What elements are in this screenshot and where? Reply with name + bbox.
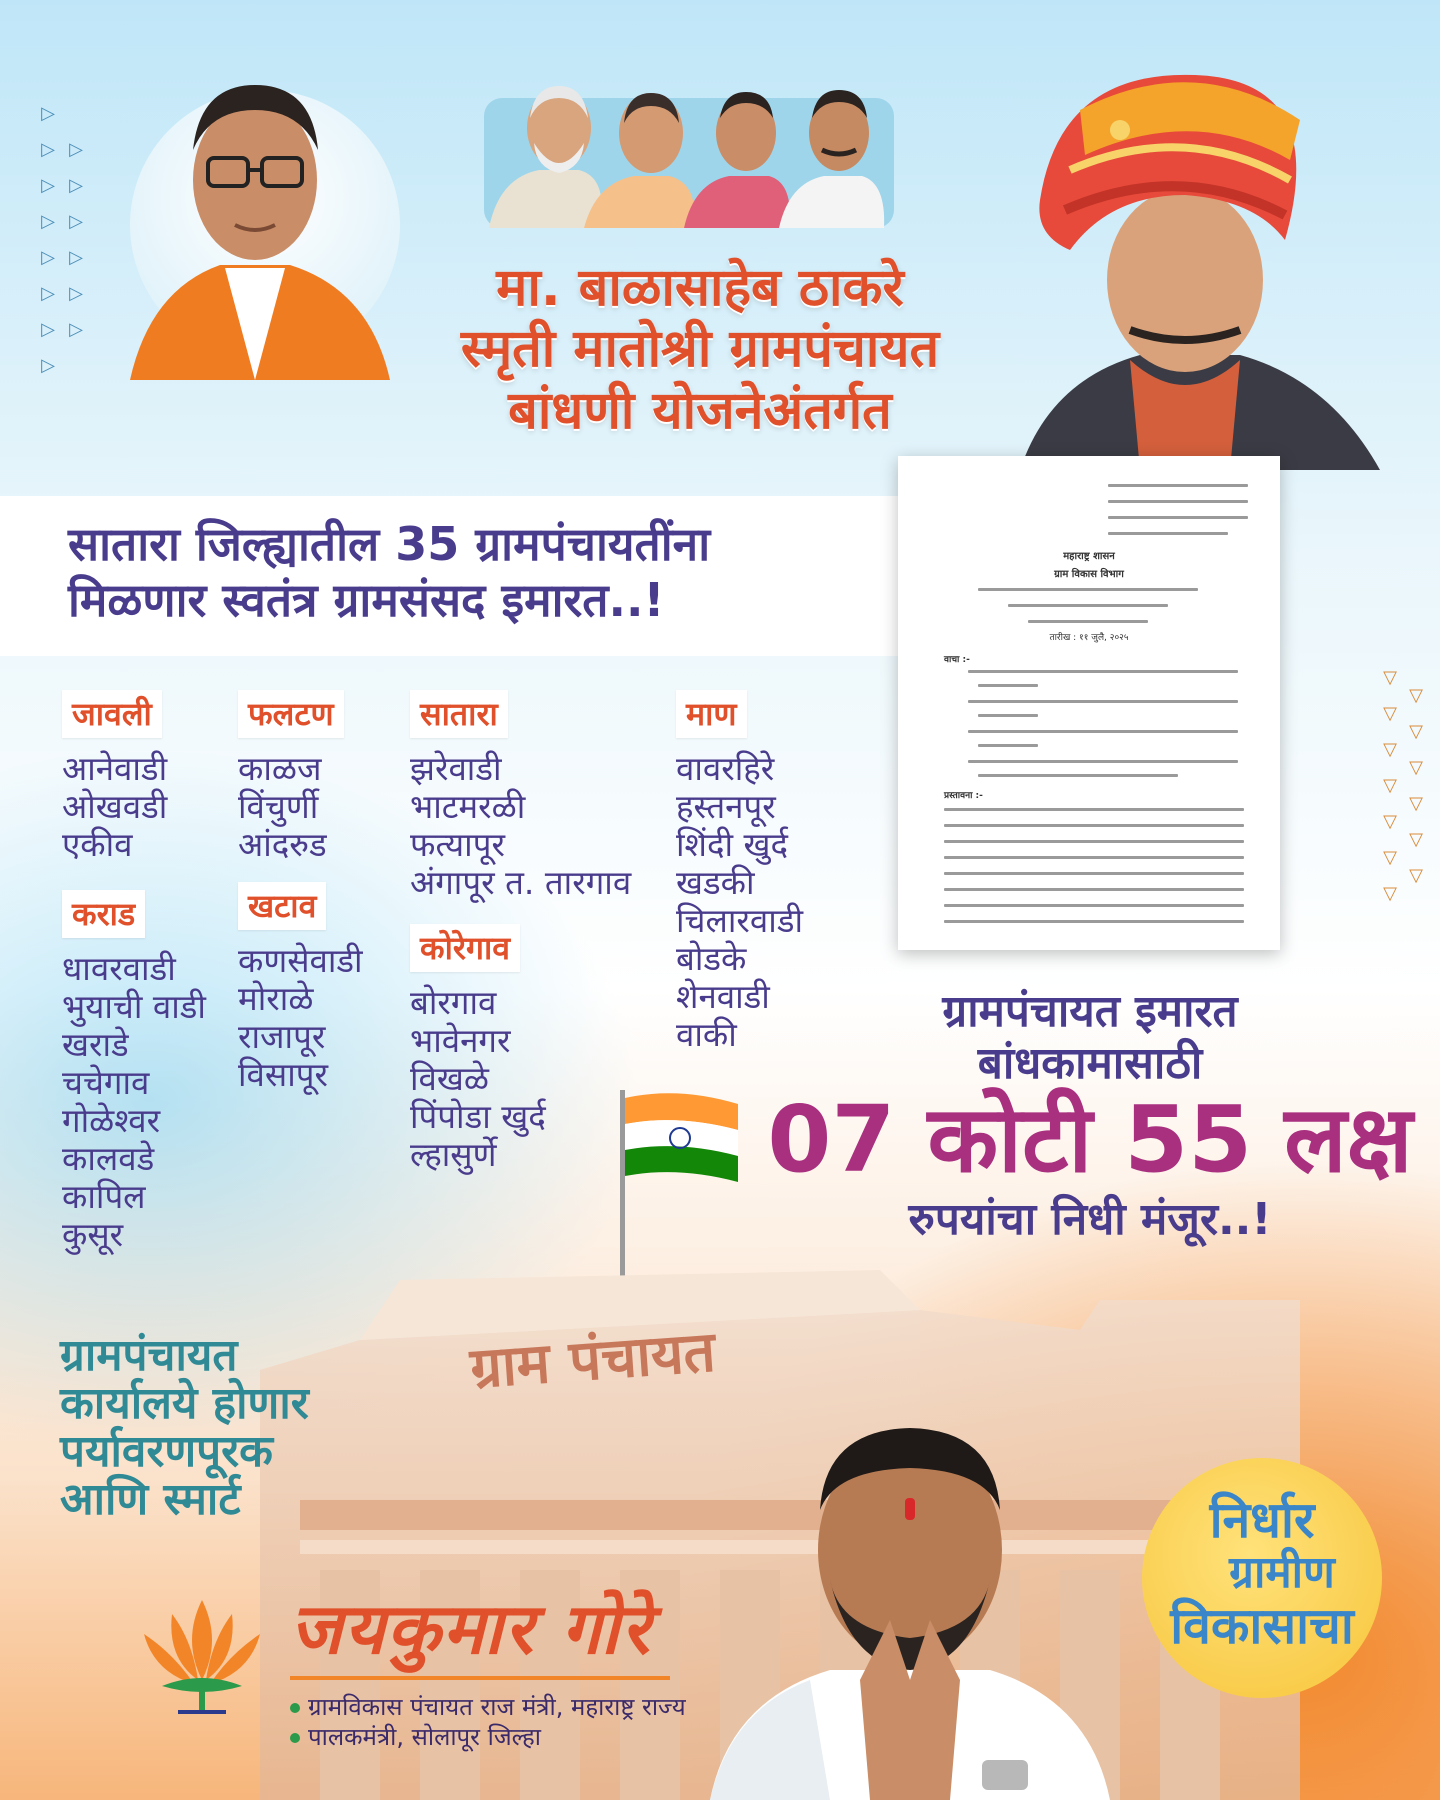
village-item: चचेगाव <box>62 1063 150 1102</box>
eco-line: कार्यालये होणार <box>60 1378 309 1429</box>
village-item: हस्तनपूर <box>676 787 776 826</box>
taluka-label: कोरेगाव <box>410 924 520 972</box>
village-item: मोराळे <box>238 979 314 1018</box>
village-item: विंचुर्णी <box>238 787 319 826</box>
taluka-label: खटाव <box>238 882 326 930</box>
village-item: भावेनगर <box>410 1021 511 1060</box>
taluka-khatav <box>238 882 363 1094</box>
village-item: काळज <box>238 749 322 788</box>
chevron-decor-icon: ▽ <box>1409 865 1423 886</box>
scheme-title-line: बांधणी योजनेअंतर्गत <box>508 381 892 441</box>
chevron-decor-icon: ▷ <box>41 247 55 268</box>
village-item: खडकी <box>676 863 755 902</box>
leader-portrait-left <box>90 40 420 380</box>
village-item: कणसेवाडी <box>238 941 363 980</box>
fund-line: बांधकामासाठी <box>977 1038 1203 1089</box>
village-item: कुसूर <box>62 1215 124 1254</box>
village-item: बोरगाव <box>410 983 497 1022</box>
headline-banner <box>0 496 900 656</box>
taluka-label: फलटण <box>238 690 344 738</box>
chevron-decor-icon: ▷ <box>41 283 55 304</box>
document-department: ग्राम विकास विभाग <box>1054 569 1124 580</box>
lotus-logo-icon <box>132 1580 272 1724</box>
chevron-decor-icon: ▽ <box>1383 811 1397 832</box>
village-item: कापिल <box>62 1177 146 1216</box>
chevron-decor-icon: ▽ <box>1409 721 1423 742</box>
chevron-decor-icon: ▽ <box>1409 793 1423 814</box>
minister-role <box>290 1722 710 1752</box>
scheme-title <box>410 258 990 442</box>
village-item: भाटमरळी <box>410 787 526 826</box>
village-item: ओखवडी <box>62 787 168 826</box>
village-item: अंगापूर त. तारगाव <box>410 863 632 902</box>
minister-role-text: पालकमंत्री, सोलापूर जिल्हा <box>308 1723 541 1751</box>
chevron-decor-icon: ▷ <box>69 247 83 268</box>
chevron-decor-icon: ▷ <box>69 283 83 304</box>
headline-line: सातारा जिल्ह्यातील 35 ग्रामपंचायतींना <box>68 517 711 571</box>
village-item: विसापूर <box>238 1055 328 1094</box>
chevron-decor-icon: ▽ <box>1409 757 1423 778</box>
minister-details <box>290 1578 710 1752</box>
leader-portrait-right <box>980 50 1400 470</box>
village-item: शेनवाडी <box>676 977 770 1016</box>
chevron-decor-icon: ▽ <box>1409 685 1423 706</box>
eco-line: पर्यावरणपूरक <box>60 1426 273 1477</box>
chevron-decor-icon: ▷ <box>41 103 55 124</box>
village-item: खराडे <box>62 1025 129 1064</box>
village-item: गोळेश्वर <box>62 1101 161 1140</box>
taluka-label: सातारा <box>410 690 508 738</box>
taluka-karad <box>62 890 206 1254</box>
village-item: आनेवाडी <box>62 749 168 788</box>
eco-line: ग्रामपंचायत <box>60 1330 238 1381</box>
village-item: ल्हासुर्णे <box>410 1135 497 1174</box>
village-item: वाकी <box>676 1015 737 1054</box>
tagline-line: ग्रामीण <box>1229 1547 1335 1598</box>
village-item: एकीव <box>62 825 133 864</box>
headline-line: मिळणार स्वतंत्र ग्रामसंसद इमारत..! <box>68 573 665 627</box>
minister-role-text: ग्रामविकास पंचायत राज मंत्री, महाराष्ट्र राज्य <box>308 1693 686 1721</box>
building-sign: ग्राम पंचायत <box>468 1319 718 1402</box>
chevron-decor-icon: ▽ <box>1383 775 1397 796</box>
taluka-label: जावली <box>62 690 162 738</box>
chevron-decor-icon: ▷ <box>69 211 83 232</box>
village-item: वावरहिरे <box>676 749 775 788</box>
taluka-javali <box>62 690 167 864</box>
village-item: राजापूर <box>238 1017 326 1056</box>
government-resolution-document <box>898 456 1280 950</box>
minister-photo <box>700 1380 1120 1800</box>
taluka-phaltan <box>238 690 344 864</box>
document-date: तारीख : ११ जुलै, २०२५ <box>1049 633 1129 643</box>
tagline-line: विकासाचा <box>1170 1597 1354 1655</box>
chevron-decor-icon: ▷ <box>69 175 83 196</box>
chevron-decor-icon: ▽ <box>1383 739 1397 760</box>
chevron-decor-icon: ▽ <box>1383 883 1397 904</box>
village-item: भुयाची वाडी <box>62 987 206 1026</box>
document-preamble-label: प्रस्तावना :- <box>944 791 983 801</box>
chevron-decor-icon: ▷ <box>41 211 55 232</box>
fund-announcement <box>760 986 1420 1246</box>
chevron-decor-icon: ▷ <box>41 319 55 340</box>
left-chevron-decor <box>38 96 86 384</box>
fund-line: रुपयांचा निधी मंजूर..! <box>908 1194 1272 1245</box>
minister-name: जयकुमार गोरे <box>290 1588 652 1670</box>
taluka-satara <box>410 690 631 902</box>
village-item: आंदरुड <box>238 825 327 864</box>
village-item: चिलारवाडी <box>676 901 804 940</box>
village-item: कालवडे <box>62 1139 155 1178</box>
scheme-title-line: मा. बाळासाहेब ठाकरे <box>496 258 904 318</box>
chevron-decor-icon: ▽ <box>1409 829 1423 850</box>
tagline-badge <box>1132 1448 1392 1708</box>
village-item: विखळे <box>410 1059 489 1098</box>
taluka-label: कराड <box>62 890 145 938</box>
chevron-decor-icon: ▽ <box>1383 703 1397 724</box>
right-chevron-decor <box>1380 660 1426 912</box>
village-item: शिंदी खुर्द <box>676 825 789 864</box>
village-item: धावरवाडी <box>62 949 176 988</box>
document-heading: महाराष्ट्र शासन <box>1063 551 1115 562</box>
leaders-group-photo <box>484 58 894 228</box>
scheme-title-line: स्मृती मातोश्री ग्रामपंचायत <box>460 319 940 379</box>
minister-role <box>290 1692 710 1722</box>
bullet-icon <box>290 1733 300 1743</box>
eco-line: आणि स्मार्ट <box>60 1474 241 1525</box>
village-item: बोडके <box>676 939 747 978</box>
chevron-decor-icon: ▷ <box>41 175 55 196</box>
eco-friendly-note <box>60 1332 309 1524</box>
chevron-decor-icon: ▷ <box>69 319 83 340</box>
village-item: झरेवाडी <box>410 749 502 788</box>
chevron-decor-icon: ▷ <box>41 139 55 160</box>
bullet-icon <box>290 1703 300 1713</box>
chevron-decor-icon: ▽ <box>1383 847 1397 868</box>
chevron-decor-icon: ▽ <box>1383 667 1397 688</box>
document-section-label: वाचा :- <box>944 655 970 665</box>
fund-line: ग्रामपंचायत इमारत <box>942 986 1238 1037</box>
village-item: पिंपोडा खुर्द <box>410 1097 546 1136</box>
tagline-line: निर्धार <box>1209 1491 1315 1549</box>
taluka-koregaon <box>410 924 546 1174</box>
chevron-decor-icon: ▷ <box>41 355 55 376</box>
village-item: फत्यापूर <box>410 825 505 864</box>
chevron-decor-icon: ▷ <box>69 139 83 160</box>
taluka-label: माण <box>676 690 747 738</box>
fund-amount: 07 कोटी 55 लक्ष <box>767 1086 1413 1193</box>
